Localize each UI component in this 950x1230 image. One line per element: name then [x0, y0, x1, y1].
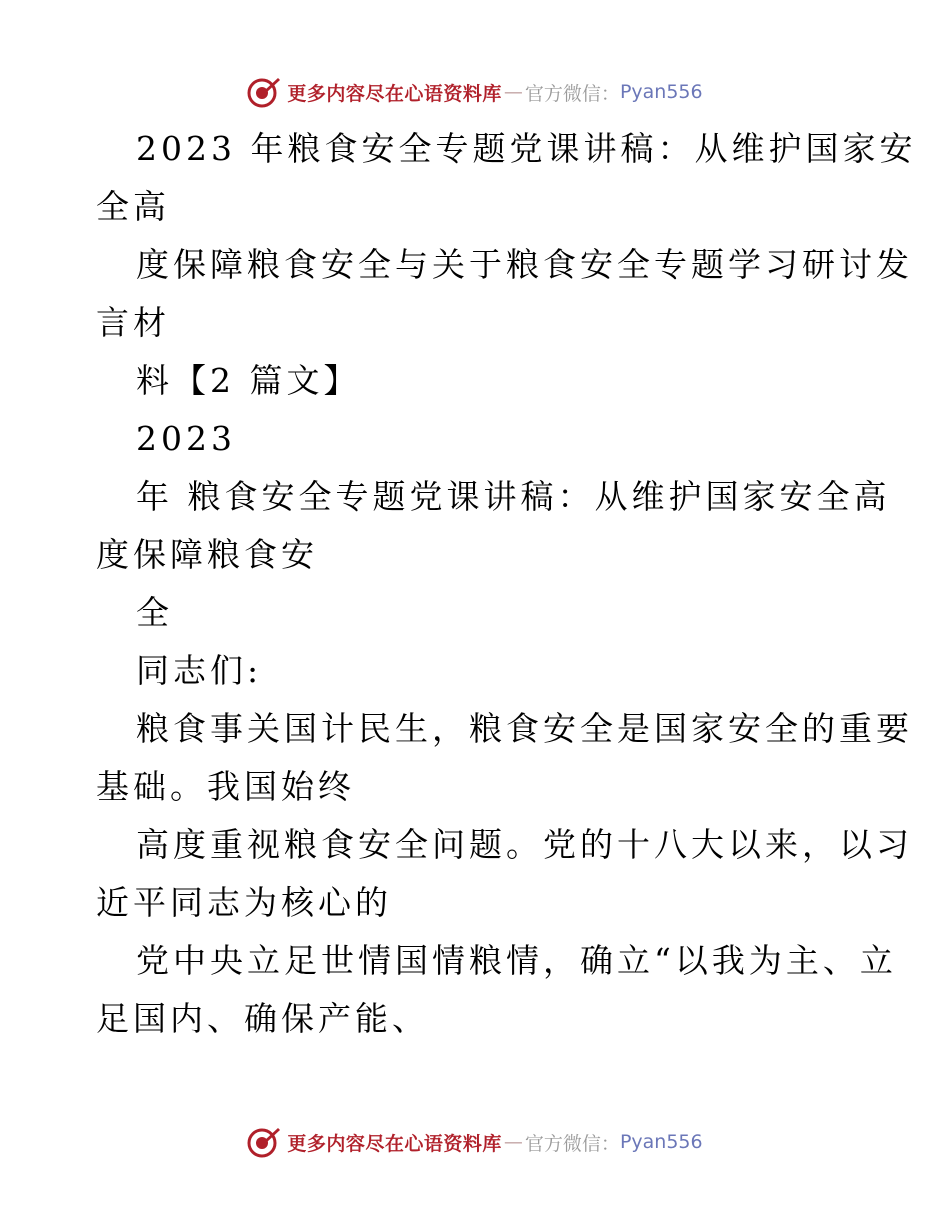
paragraph-line: 足国内、确保产能、 — [96, 999, 429, 1038]
red-pen-seal-icon — [247, 1125, 281, 1159]
header-watermark-banner — [0, 72, 950, 112]
wechat-id: Pyan556 — [619, 1131, 703, 1153]
wechat-label: 官方微信： — [524, 82, 620, 105]
paragraph-line: 粮食事关国计民生，粮食安全是国家安全的重要 — [136, 709, 913, 748]
site-name: 更多内容尽在心语资料库 — [287, 82, 502, 105]
section-year: 2023 — [136, 419, 236, 458]
salutation: 同志们: — [136, 651, 263, 690]
title-line-4: 言材 — [96, 303, 170, 342]
wechat-id: Pyan556 — [619, 81, 703, 103]
site-name: 更多内容尽在心语资料库 — [287, 1132, 502, 1155]
red-pen-seal-icon — [247, 75, 281, 109]
section-title-line-3: 全 — [136, 593, 173, 632]
wechat-label: 官方微信： — [524, 1132, 620, 1155]
document-body — [96, 120, 917, 1048]
footer-watermark-banner — [0, 1122, 950, 1162]
paragraph-line: 基础。我国始终 — [96, 767, 355, 806]
paragraph-line: 高度重视粮食安全问题。党的十八大以来，以习 — [136, 825, 913, 864]
separator-dash: — — [503, 1131, 523, 1153]
title-line-3: 度保障粮食安全与关于粮食安全专题学习研讨发 — [136, 245, 913, 284]
title-line-2: 全高 — [96, 187, 170, 226]
title-line-5: 料【2 篇文】 — [136, 361, 361, 400]
separator-dash: — — [503, 81, 523, 103]
section-title-line-2: 度保障粮食安 — [96, 535, 318, 574]
title-line-1: 2023 年粮食安全专题党课讲稿：从维护国家安 — [136, 129, 917, 168]
section-title-line-1: 年 粮食安全专题党课讲稿：从维护国家安全高 — [136, 477, 891, 516]
paragraph-line: 党中央立足世情国情粮情，确立“以我为主、立 — [136, 941, 897, 980]
paragraph-line: 近平同志为核心的 — [96, 883, 392, 922]
